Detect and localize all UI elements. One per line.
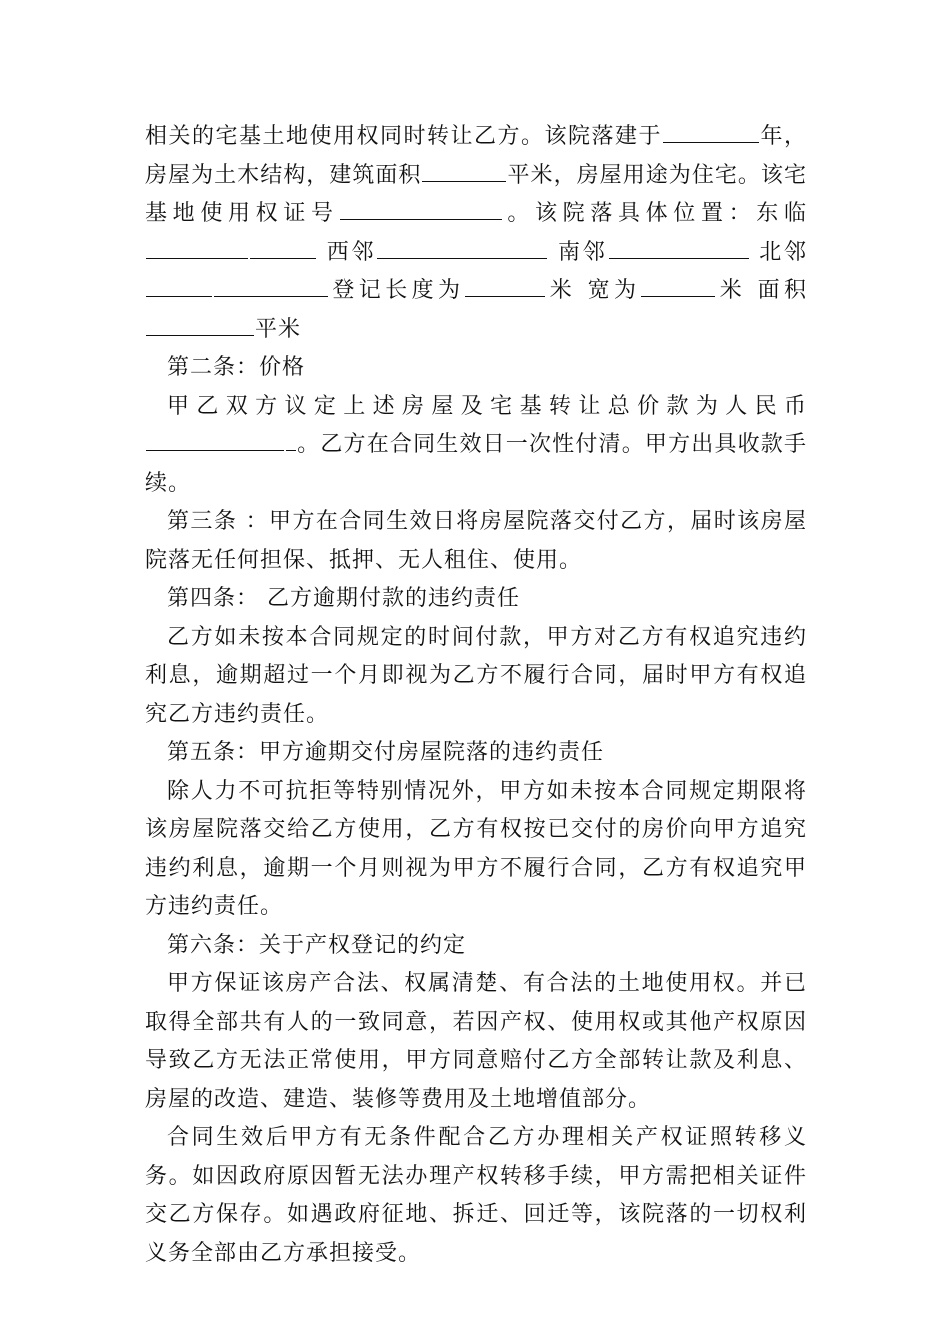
text-segment: 米 面积 <box>716 278 807 303</box>
length-blank[interactable] <box>465 274 545 297</box>
article-5-title: 第五条：甲方逾期交付房屋院落的违约责任 <box>167 740 605 765</box>
text-segment: 平米，房屋用途为住宅。该宅基地使用权证号 <box>145 162 807 226</box>
article-3: 第三条 ：甲方在合同生效日将房屋院落交付乙方，届时该房屋院落无任何担保、抵押、无人租住、使用。 <box>145 509 807 573</box>
article-2-title: 第二条：价格 <box>167 355 306 380</box>
west-neighbor-blank[interactable] <box>377 236 547 259</box>
text-segment: 年，房屋为土木结构，建筑面积 <box>145 124 807 188</box>
text-segment: 米 宽为 <box>546 278 641 303</box>
building-area-blank[interactable] <box>422 159 506 182</box>
article-6-paragraph-2: 合同生效后甲方有无条件配合乙方办理相关产权证照转移义务。如因政府原因暂无法办理产权转移手续，甲方需把相关证件交乙方保存。如遇政府征地、拆迁、回迁等，该院落的一切权利义务全部由乙方承担接受。 <box>145 1125 807 1266</box>
text-segment: 甲乙双方议定上述房屋及宅基转让总价款为人民币 <box>167 393 807 419</box>
text-segment: 西邻 <box>317 239 377 265</box>
area-blank[interactable] <box>146 313 254 336</box>
price-blank[interactable] <box>146 428 284 451</box>
width-blank[interactable] <box>641 274 715 297</box>
article-5-body: 除人力不可抗拒等特别情况外，甲方如未按本合同规定期限将该房屋院落交给乙方使用，乙方有权按已交付的房价向甲方追究违约利息，逾期一个月则视为甲方不履行合同，乙方有权追究甲方违约责任。 <box>145 778 807 919</box>
text-segment: 相关的宅基土地使用权同时转让乙方。该院落建于 <box>145 124 662 149</box>
north-neighbor-blank[interactable] <box>146 274 212 297</box>
year-blank[interactable] <box>663 120 759 143</box>
certificate-number-blank[interactable] <box>340 197 502 220</box>
text-segment: 。乙方在合同生效日一次性付清。甲方出具收款手续。 <box>145 432 807 496</box>
article-6-title: 第六条：关于产权登记的约定 <box>167 932 467 958</box>
article-2-body <box>145 388 807 504</box>
contract-page <box>145 118 807 1273</box>
east-neighbor-blank[interactable] <box>146 236 248 259</box>
south-neighbor-blank[interactable] <box>609 236 749 259</box>
east-neighbor-blank-cont[interactable] <box>250 236 316 259</box>
north-neighbor-blank-cont[interactable] <box>214 274 328 297</box>
text-segment: 南邻 <box>548 239 608 265</box>
property-description-paragraph <box>145 118 807 349</box>
price-blank-cont[interactable] <box>286 428 296 451</box>
article-4-body: 乙方如未按本合同规定的时间付款，甲方对乙方有权追究违约利息，逾期超过一个月即视为乙方不履行合同，届时甲方有权追究乙方违约责任。 <box>145 624 807 727</box>
article-4-title: 第四条： 乙方逾期付款的违约责任 <box>167 586 520 611</box>
text-segment: 登记长度为 <box>329 278 465 303</box>
article-6-paragraph-1: 甲方保证该房产合法、权属清楚、有合法的土地使用权。并已取得全部共有人的一致同意，若因产权、使用权或其他产权原因导致乙方无法正常使用，甲方同意赔付乙方全部转让款及利息、房屋的改造、建造、装修等费用及土地增值部分。 <box>145 971 807 1112</box>
text-segment: 。该院落具体位置：东临 <box>502 201 807 226</box>
text-segment: 平米 <box>255 316 302 342</box>
text-segment: 北邻 <box>749 239 807 265</box>
